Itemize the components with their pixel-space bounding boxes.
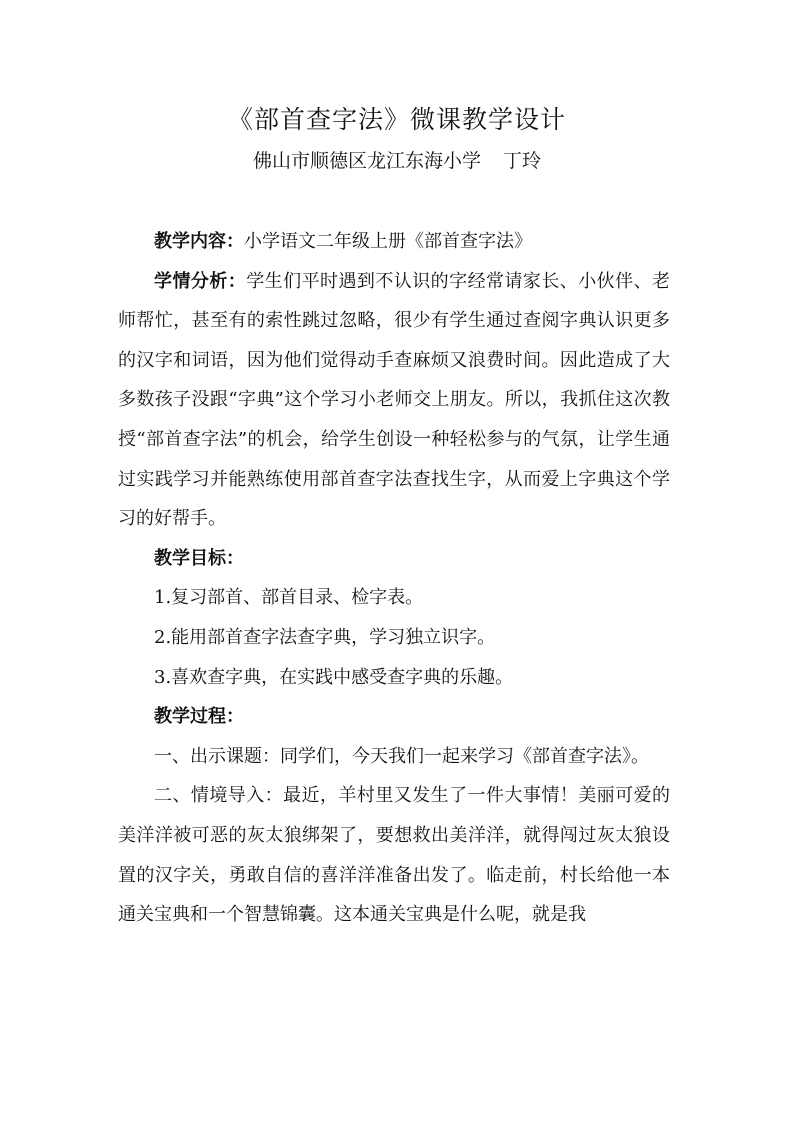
- author-name: 丁玲: [503, 150, 542, 172]
- goals-heading: [118, 539, 670, 579]
- goal-item: 1.复习部首、部首目录、检字表。: [154, 587, 424, 609]
- process-heading: [118, 697, 670, 737]
- content-paragraph: [118, 222, 670, 262]
- goals-label: 教学目标：: [154, 547, 244, 569]
- analysis-paragraph: [118, 262, 670, 539]
- goal-item: 3.喜欢查字典，在实践中感受查字典的乐趣。: [154, 666, 514, 688]
- content-text: 小学语文二年级上册《部首查字法》: [244, 231, 532, 252]
- author-school: 佛山市顺德区龙江东海小学: [252, 150, 481, 172]
- analysis-label: 学情分析：: [154, 270, 247, 292]
- content-label: 教学内容：: [154, 231, 244, 252]
- process-step-2: 二、情境导入：最近，羊村里又发生了一件大事情！美丽可爱的美洋洋被可恶的灰太狼绑架了，要想救出美洋洋，就得闯过灰太狼设置的汉字关，勇敢自信的喜洋洋准备出发了。临走前，村长给他一本通关宝典和一个智慧锦囊。这本通关宝典是什么呢，就是我: [118, 785, 670, 926]
- document-body: [118, 222, 670, 935]
- process-label: 教学过程：: [154, 706, 244, 728]
- analysis-text: 学生们平时遇到不认识的字经常请家长、小伙伴、老师帮忙，甚至有的索性跳过忽略，很少有学生通过查阅字典认识更多的汉字和词语，因为他们觉得动手查麻烦又浪费时间。因此造成了大多数孩子没跟“字典”这个学习小老师交上朋友。所以，我抓住这次教授“部首查字法”的机会，给学生创设一种轻松参与的气氛，让学生通过实践学习并能熟练使用部首查字法查找生字，从而爱上字典这个学习的好帮手。: [118, 270, 671, 530]
- document-title: 《部首查字法》微课教学设计: [227, 105, 566, 134]
- goal-item: 2.能用部首查字法查字典，学习独立识字。: [154, 626, 496, 648]
- process-step-1: 一、出示课题：同学们，今天我们一起来学习《部首查字法》。: [154, 745, 649, 767]
- author-line: [0, 146, 794, 173]
